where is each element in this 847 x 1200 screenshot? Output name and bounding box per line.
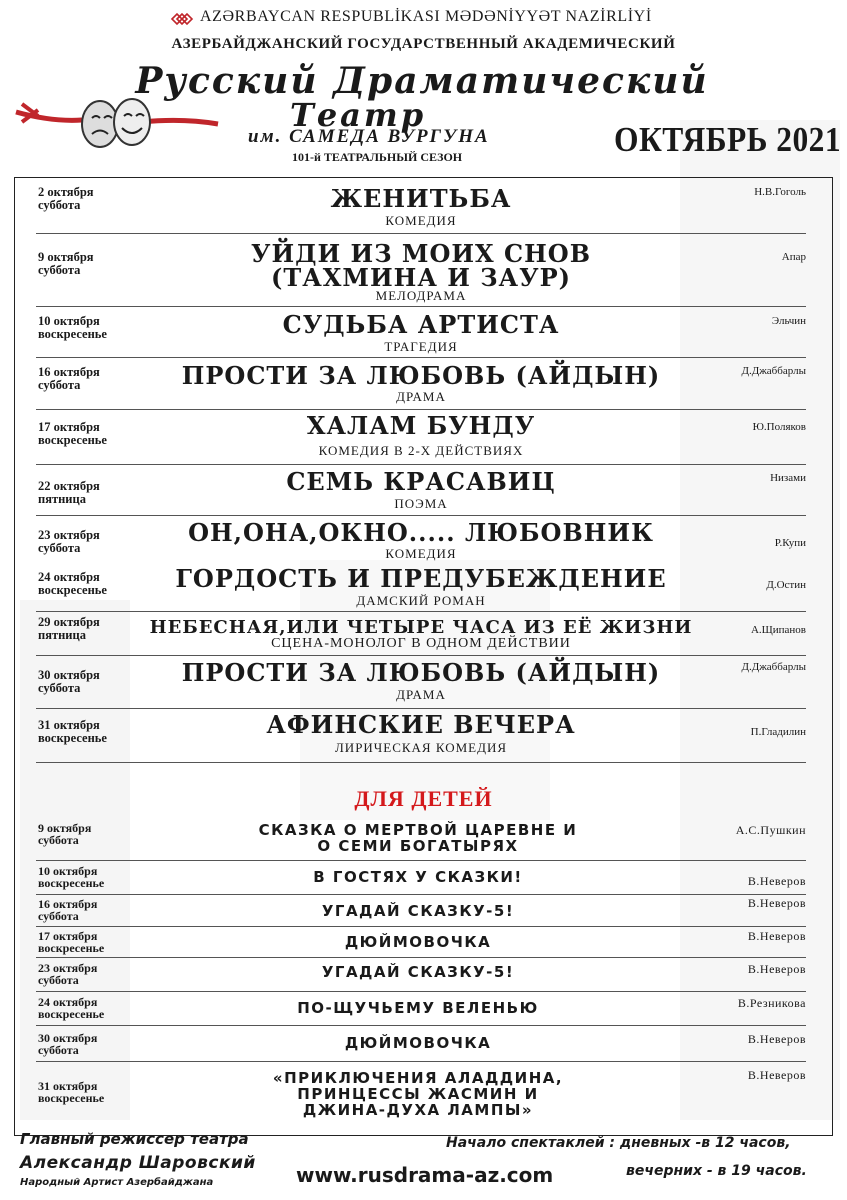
play-genre: ПОЭМА [394, 496, 448, 511]
month-heading: ОКТЯБРЬ 2021 [614, 120, 842, 159]
row-date: 23 октября суббота [38, 961, 98, 987]
row-date: 23 октября суббота [38, 528, 100, 555]
row-divider [36, 957, 806, 958]
play-author: Д.Джаббарлы [741, 365, 806, 377]
play-author: Апар [781, 251, 806, 263]
play-title: ЖЕНИТЬБА [330, 184, 512, 213]
play-title: УГАДАЙ СКАЗКУ-5! [321, 902, 515, 920]
row-divider [36, 233, 806, 234]
theatre-title-line2: Театр [290, 96, 427, 134]
kids-row [38, 822, 806, 858]
row-divider [36, 894, 806, 895]
schedule-row [36, 241, 806, 307]
play-genre: КОМЕДИЯ [385, 213, 457, 228]
play-title: ДЮЙМОВОЧКА [344, 933, 492, 951]
play-title: АФИНСКИЕ ВЕЧЕРА [266, 710, 576, 739]
play-genre: КОМЕДИЯ В 2-Х ДЕЙСТВИЯХ [318, 443, 524, 458]
kids-row [38, 1032, 806, 1060]
play-author: В.Неверов [747, 929, 806, 943]
play-genre: МЕЛОДРАМА [375, 288, 467, 303]
play-title: СЕМЬ КРАСАВИЦ [286, 467, 556, 496]
play-author: В.Неверов [747, 1032, 806, 1046]
play-author: В.Неверов [747, 896, 806, 910]
play-author: Н.В.Гоголь [754, 186, 806, 198]
director-honorific: Народный Артист Азербайджана [20, 1177, 214, 1188]
row-divider [36, 991, 806, 992]
row-divider [36, 655, 806, 656]
schedule-row [36, 413, 806, 461]
play-genre: ТРАГЕДИЯ [384, 339, 458, 354]
play-title: ДЮЙМОВОЧКА [344, 1034, 492, 1052]
play-author: Низами [770, 472, 806, 484]
play-genre: СЦЕНА-МОНОЛОГ В ОДНОМ ДЕЙСТВИИ [271, 636, 571, 651]
kids-row [38, 865, 806, 893]
play-author: А.Щипанов [750, 624, 806, 636]
row-date: 17 октября воскресенье [38, 929, 105, 955]
play-title: В ГОСТЯХ У СКАЗКИ! [313, 868, 523, 886]
theatre-title: Русский Драматический [135, 60, 709, 102]
play-title: ХАЛАМ БУНДУ [306, 411, 536, 440]
row-divider [36, 1025, 806, 1026]
schedule-row [36, 186, 806, 232]
play-author: В.Неверов [747, 1068, 806, 1082]
play-title: НЕБЕСНАЯ,ИЛИ ЧЕТЫРЕ ЧАСА ИЗ ЕЁ ЖИЗНИ [149, 617, 693, 638]
play-genre: ДРАМА [396, 687, 446, 702]
row-divider [36, 860, 806, 861]
schedule-row [36, 566, 806, 610]
ministry-logo-icon [170, 11, 194, 27]
schedule-row [36, 312, 806, 356]
director-name: Александр Шаровский [20, 1153, 256, 1173]
row-date: 24 октября воскресенье [38, 570, 107, 597]
season-label: 101-й ТЕАТРАЛЬНЫЙ СЕЗОН [292, 150, 463, 164]
row-date: 16 октября суббота [38, 365, 100, 392]
row-date: 24 октября воскресенье [38, 995, 105, 1021]
kids-row [38, 962, 806, 988]
row-date: 22 октября пятница [38, 479, 100, 506]
play-title: СКАЗКА О МЕРТВОЙ ЦАРЕВНЕ И О СЕМИ БОГАТЫРЯХ [258, 821, 578, 855]
row-divider [36, 515, 806, 516]
row-date: 10 октября воскресенье [38, 864, 105, 890]
play-genre: КОМЕДИЯ [385, 546, 457, 561]
row-divider [36, 926, 806, 927]
play-author: А.С.Пушкин [735, 823, 806, 837]
play-author: Р.Купи [774, 537, 806, 549]
play-genre: ДРАМА [396, 389, 446, 404]
row-date: 16 октября суббота [38, 897, 98, 923]
row-date: 9 октября суббота [38, 821, 92, 847]
play-title: ОН,ОНА,ОКНО..... ЛЮБОВНИК [188, 518, 654, 547]
schedule-row [36, 520, 806, 562]
row-date: 30 октября суббота [38, 1031, 98, 1057]
play-author: Эльчин [771, 315, 806, 327]
kids-row [38, 996, 806, 1024]
row-date: 10 октября воскресенье [38, 314, 107, 341]
ministry-name: AZƏRBAYCAN RESPUBLİKASI MƏDƏNİYYƏT NAZİRLİYİ [200, 8, 652, 25]
row-divider [36, 708, 806, 709]
play-title: УЙДИ ИЗ МОИХ СНОВ [251, 239, 591, 268]
kids-row [38, 1068, 806, 1120]
play-author: Д.Остин [766, 579, 806, 591]
row-divider [36, 464, 806, 465]
schedule-row [36, 363, 806, 407]
play-author: Ю.Поляков [752, 421, 806, 433]
theatre-namesake: им. САМЕДА ВУРГУНА [248, 126, 490, 147]
play-author: В.Неверов [747, 962, 806, 976]
row-divider [36, 306, 806, 307]
theatre-subtitle: АЗЕРБАЙДЖАНСКИЙ ГОСУДАРСТВЕННЫЙ АКАДЕМИЧЕСКИЙ [171, 36, 676, 52]
play-title: СУДЬБА АРТИСТА [282, 310, 560, 339]
play-title: ПРОСТИ ЗА ЛЮБОВЬ (АЙДЫН) [181, 361, 661, 390]
row-date: 2 октября суббота [38, 185, 94, 212]
play-genre: ЛИРИЧЕСКАЯ КОМЕДИЯ [334, 740, 508, 755]
row-divider [36, 611, 806, 612]
schedule-row [36, 712, 806, 760]
theatre-masks-icon [12, 96, 222, 152]
play-title: УГАДАЙ СКАЗКУ-5! [321, 963, 515, 981]
play-author: В.Неверов [747, 874, 806, 888]
play-author: В.Резникова [737, 996, 806, 1010]
play-title: ПРОСТИ ЗА ЛЮБОВЬ (АЙДЫН) [181, 658, 661, 687]
kids-section-heading: ДЛЯ ДЕТЕЙ [354, 786, 493, 811]
showtimes-line2: вечерних - в 19 часов. [626, 1163, 807, 1179]
play-genre: ДАМСКИЙ РОМАН [356, 593, 486, 608]
schedule-row [36, 469, 806, 513]
row-date: 30 октября суббота [38, 668, 100, 695]
play-author: Д.Джаббарлы [741, 661, 806, 673]
row-divider [36, 762, 806, 763]
website-link[interactable]: www.rusdrama-az.com [296, 1163, 554, 1187]
row-divider [36, 1061, 806, 1062]
play-title: «ПРИКЛЮЧЕНИЯ АЛАДДИНА, ПРИНЦЕССЫ ЖАСМИН И ДЖИНА-ДУХА ЛАМПЫ» [272, 1069, 564, 1119]
row-divider [36, 409, 806, 410]
play-title: ПО-ЩУЧЬЕМУ ВЕЛЕНЬЮ [297, 999, 539, 1017]
play-title: ГОРДОСТЬ И ПРЕДУБЕЖДЕНИЕ [175, 564, 667, 593]
row-date: 9 октября суббота [38, 250, 94, 277]
schedule-row [36, 615, 806, 653]
row-date: 31 октября воскресенье [38, 718, 107, 745]
row-date: 29 октября пятница [38, 615, 100, 642]
row-date: 17 октября воскресенье [38, 420, 107, 447]
row-date: 31 октября воскресенье [38, 1079, 105, 1105]
showtimes-line1: Начало спектаклей : дневных -в 12 часов, [446, 1135, 791, 1151]
row-divider [36, 357, 806, 358]
schedule-row [36, 660, 806, 706]
director-role: Главный режиссер театра [20, 1130, 249, 1148]
play-title-line2: (ТАХМИНА И ЗАУР) [271, 263, 571, 292]
kids-row [38, 898, 806, 924]
kids-row [38, 930, 806, 956]
play-author: П.Гладилин [750, 726, 806, 738]
